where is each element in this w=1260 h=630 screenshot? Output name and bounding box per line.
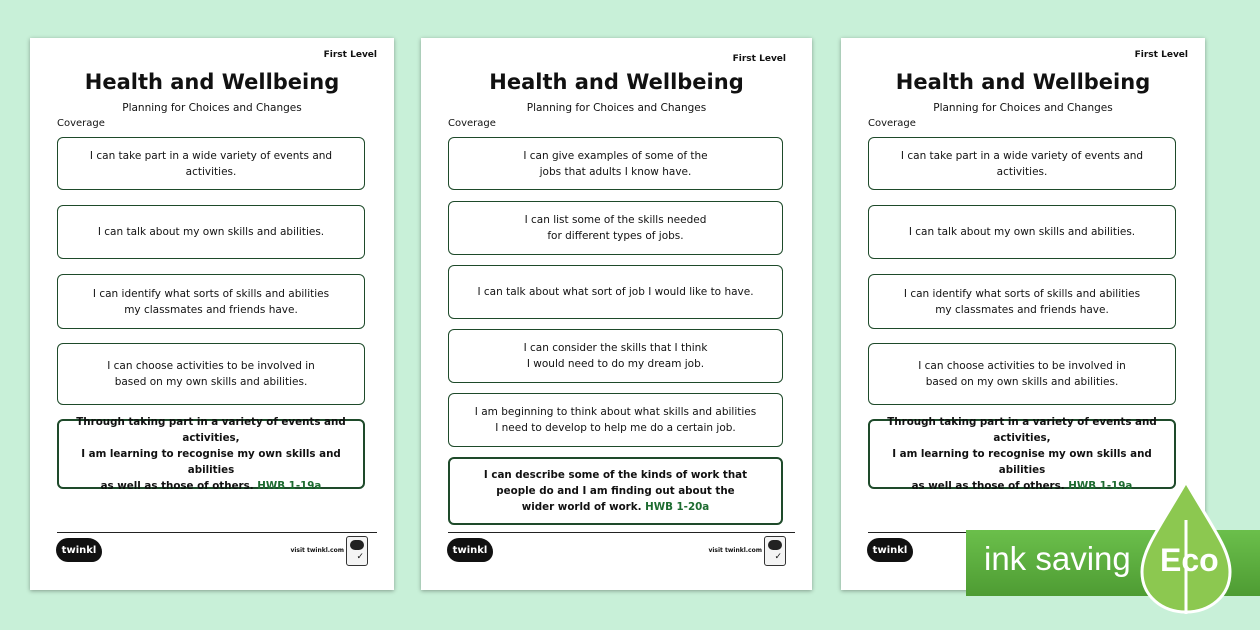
page-title: Health and Wellbeing	[84, 70, 340, 94]
level-label: First Level	[732, 54, 786, 64]
statement-box: I can identify what sorts of skills and abilities my classmates and friends have.	[868, 274, 1176, 329]
twinkl-logo: twinkl	[867, 538, 913, 562]
statement-box: I can identify what sorts of skills and abilities my classmates and friends have.	[57, 274, 365, 329]
coverage-label: Coverage	[57, 118, 105, 129]
page-title: Health and Wellbeing	[489, 70, 744, 94]
statement-box: I can choose activities to be involved in based on my own skills and abilities.	[868, 343, 1176, 405]
statement-box: I am beginning to think about what skills and abilities I need to develop to help me do a certain job.	[448, 393, 783, 447]
outcome-text: I can describe some of the kinds of work that people do and I am finding out about the wider world of work.	[483, 469, 748, 513]
statement-box: I can give examples of some of the jobs that adults I know have.	[448, 137, 783, 190]
statement-box: I can consider the skills that I think I would need to do my dream job.	[448, 329, 783, 383]
page-title: Health and Wellbeing	[895, 70, 1151, 94]
page-subtitle: Planning for Choices and Changes	[122, 102, 302, 114]
quality-badge-icon: ✓	[764, 536, 786, 566]
statement-box: I can talk about what sort of job I would like to have.	[448, 265, 783, 319]
statement-box: I can take part in a wide variety of events and activities.	[57, 137, 365, 190]
worksheet-page-2	[421, 38, 812, 590]
level-label: First Level	[1134, 50, 1188, 60]
quality-badge-icon: ✓	[346, 536, 368, 566]
outcome-box	[448, 457, 783, 525]
coverage-label: Coverage	[448, 118, 496, 129]
outcome-box	[868, 416, 1176, 492]
outcome-text: Through taking part in a variety of events and activities, I am learning to recognise my own skills and abilities as well as those of others.	[76, 416, 346, 492]
coverage-label: Coverage	[868, 118, 916, 129]
page-subtitle: Planning for Choices and Changes	[526, 102, 707, 114]
level-label: First Level	[323, 50, 377, 60]
twinkl-logo: twinkl	[56, 538, 102, 562]
outcome-code: HWB 1-19a	[1068, 480, 1133, 492]
visit-link-text: visit twinkl.com	[290, 547, 344, 554]
visit-link-text: visit twinkl.com	[708, 547, 762, 554]
footer-divider	[448, 532, 795, 533]
outcome-code: HWB 1-20a	[645, 501, 710, 513]
outcome-code: HWB 1-19a	[257, 480, 322, 492]
worksheet-page-1	[30, 38, 394, 590]
statement-box: I can talk about my own skills and abilities.	[868, 205, 1176, 259]
statement-box: I can take part in a wide variety of events and activities.	[868, 137, 1176, 190]
statement-box: I can talk about my own skills and abilities.	[57, 205, 365, 259]
outcome-text: Through taking part in a variety of events and activities, I am learning to recognise my own skills and abilities as well as those of others.	[887, 416, 1157, 492]
statement-box: I can list some of the skills needed for different types of jobs.	[448, 201, 783, 255]
statement-box: I can choose activities to be involved in based on my own skills and abilities.	[57, 343, 365, 405]
footer-divider	[57, 532, 377, 533]
ink-saving-text: ink saving	[984, 540, 1131, 577]
outcome-box	[57, 416, 365, 492]
eco-label: Eco	[1160, 542, 1219, 578]
twinkl-logo: twinkl	[447, 538, 493, 562]
page-subtitle: Planning for Choices and Changes	[933, 102, 1113, 114]
